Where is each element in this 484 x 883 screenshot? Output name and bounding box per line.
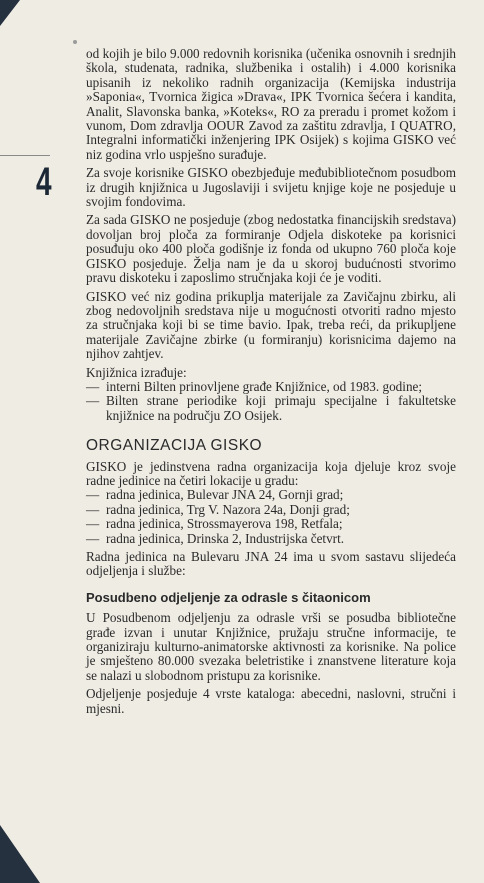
paragraph: Odjeljenje posjeduje 4 vrste kataloga: abecedni, naslovni, stručni i mjesni. xyxy=(86,686,456,716)
section-title: ORGANIZACIJA GISKO xyxy=(86,437,263,455)
paragraph: U Posudbenom odjeljenju za odrasle vrši se posudba bibliotečne građe izvan i unutar Knjižnice, pružaju stručne informacije, te organiziraju kulturno-animatorske aktivnosti za korisnike. Na police je smješteno 80.000 svezaka beletristike i znanstvene literature koja se nalazi u slobodnom pristupu za korisnike. xyxy=(86,610,456,683)
paragraph: GISKO je jedinstvena radna organizacija koja djeluje kroz svoje radne jedinice na četiri lokacije u gradu: xyxy=(86,458,456,488)
list-item: — interni Bilten prinovljene građe Knjižnice, od 1983. godine; xyxy=(86,378,423,394)
margin-rule xyxy=(0,155,50,156)
list-item: — Bilten strane periodike koji primaju specijalne i fakultetske knjižnice na području ZO Osijek. xyxy=(86,393,456,423)
list-item: — radna jedinica, Trg V. Nazora 24a, Donji grad; xyxy=(86,501,350,517)
paragraph: Za sada GISKO ne posjeduje (zbog nedostatka financijskih sredstava) dovoljan broj ploča za formiranje Odjela diskoteke pa korisnici posuđuju oko 400 ploča godišnje iz fonda od ukupno 760 ploča koje GISKO posjeduje. Želja nam je da u skoroj budućnosti stvorimo pravu diskoteku i zaposlimo stručnjaka koji će je voditi. xyxy=(86,212,456,286)
corner-decoration-bottom xyxy=(0,825,40,883)
corner-decoration-top xyxy=(0,0,20,26)
decorative-dot xyxy=(73,40,77,44)
text-column xyxy=(86,47,456,720)
paragraph: Radna jedinica na Bulevaru JNA 24 ima u svom sastavu slijedeća odjeljenja i službe: xyxy=(86,549,456,579)
page-number: 4 xyxy=(36,160,52,204)
subheading: Posudbeno odjeljenje za odrasle s čitaonicom xyxy=(86,589,371,605)
paragraph: GISKO već niz godina prikuplja materijale za Zavičajnu zbirku, ali zbog nedovoljnih sredstava nije u mogućnosti otvoriti radno mjesto za stručnjaka koji bi se time bavio. Ipak, treba reći, da prikupljene materijale Zavičajne zbirke (u formiranju) korisnicima dajemo na njihov zahtjev. xyxy=(86,288,456,362)
list-item: — radna jedinica, Bulevar JNA 24, Gornji grad; xyxy=(86,487,344,503)
list-item: — radna jedinica, Strossmayerova 198, Retfala; xyxy=(86,516,343,532)
paragraph: Knjižnica izrađuje: xyxy=(86,364,187,380)
paragraph: Za svoje korisnike GISKO obezbjeđuje međubibliotečnom posudbom iz drugih knjižnica u Jugoslaviji i svijetu knjige koje ne posjeduje u svojim fondovima. xyxy=(86,165,456,210)
paragraph: od kojih je bilo 9.000 redovnih korisnika (učenika osnovnih i srednjih škola, studenata, radnika, službenika i ostalih) i 4.000 korisnika upisanih iz nekoliko radnih organizacija (Kemijska industrija »Saponia«, Tvornica žigica »Drava«, IPK Tvornica šećera i kandita, Analit, Slavonska banka, »Koteks«, RO za preradu i promet kožom i vunom, Dom zdravlja OOUR Zavod za zaštitu zdravlja, I QUATRO, Integralni informatički inženjering IPK Osijek) s kojima GISKO već niz godina vrlo uspješno surađuje. xyxy=(86,46,456,162)
units-list xyxy=(86,488,456,546)
list-item: — radna jedinica, Drinska 2, Industrijska četvrt. xyxy=(86,530,345,546)
publications-list xyxy=(86,380,456,423)
